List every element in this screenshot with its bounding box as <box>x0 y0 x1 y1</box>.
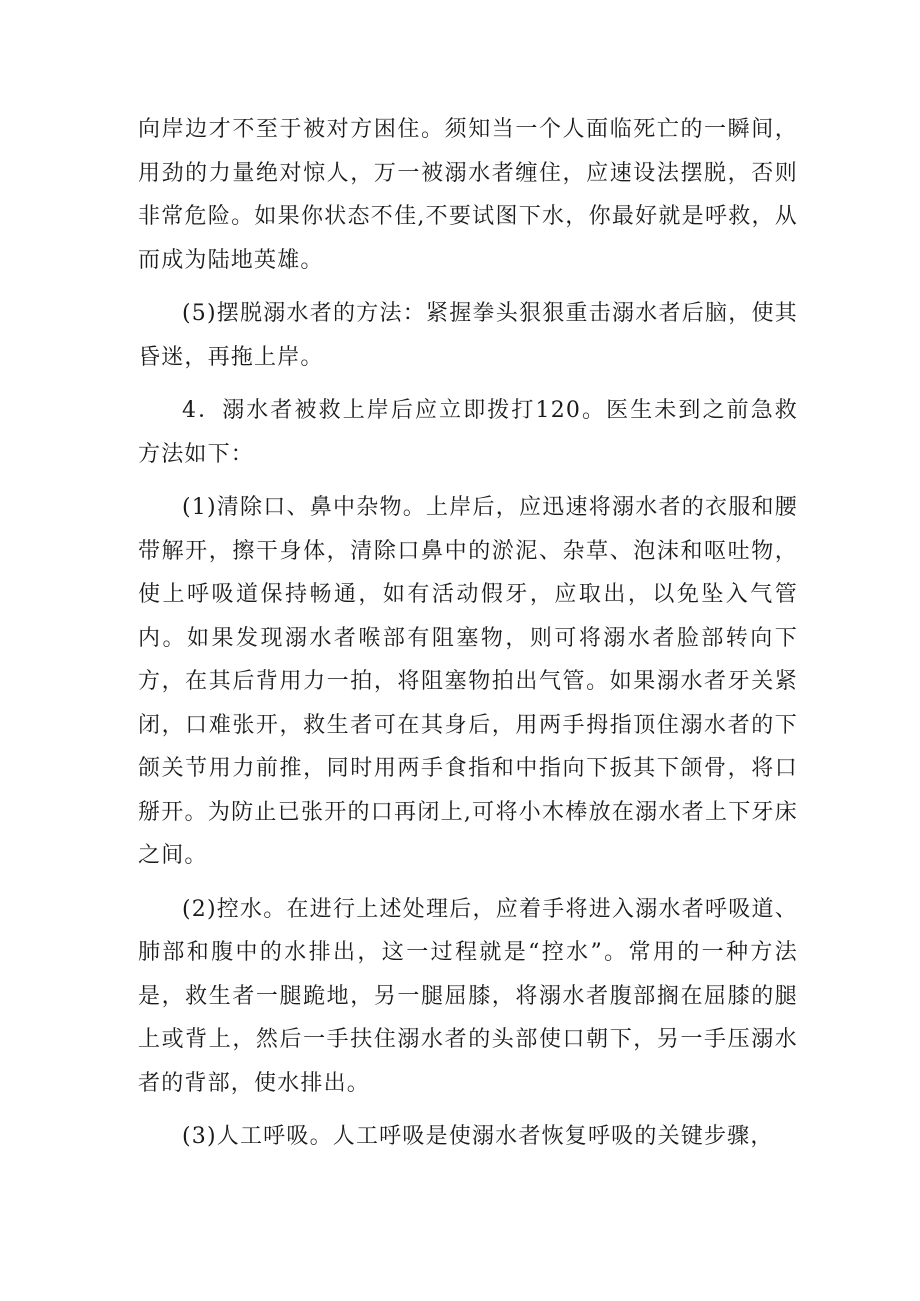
paragraph-escape-method: (5)摆脱溺水者的方法：紧握拳头狠狠重击溺水者后脑，使其昏迷，再拖上岸。 <box>138 301 798 370</box>
paragraph-clear-airway: (1)清除口、鼻中杂物。上岸后，应迅速将溺水者的衣服和腰带解开，擦干身体，清除口鼻中的淤泥、杂草、泡沫和呕吐物，使上呼吸道保持畅通，如有活动假牙，应取出，以免坠入气管内。如果发现溺水者喉部有阻塞物，则可将溺水者脸部转向下方，在其后背用力一拍，将阻塞物拍出气管。如果溺水者牙关紧闭，口难张开，救生者可在其身后，用两手拇指顶住溺水者的下颌关节用力前推，同时用两手食指和中指向下扳其下颌骨，将口掰开。为防止已张开的口再闭上,可将小木棒放在溺水者上下牙床之间。 <box>138 495 798 868</box>
paragraph-rescue-warning: 向岸边才不至于被对方困住。须知当一个人面临死亡的一瞬间，用劲的力量绝对惊人，万一被溺水者缠住，应速设法摆脱，否则非常危险。如果你状态不佳,不要试图下水，你最好就是呼救，从而成为陆地英雄。 <box>138 117 798 273</box>
paragraph-first-aid-intro: 4．溺水者被救上岸后应立即拨打120。医生未到之前急救方法如下： <box>138 398 798 467</box>
paragraph-drain-water: (2)控水。在进行上述处理后，应着手将进入溺水者呼吸道、肺部和腹中的水排出，这一过程就是“控水”。常用的一种方法是，救生者一腿跪地，另一腿屈膝，将溺水者腹部搁在屈膝的腿上或背上，然后一手扶住溺水者的头部使口朝下，另一手压溺水者的背部，使水排出。 <box>138 896 798 1096</box>
document-body <box>138 108 798 1169</box>
paragraph-artificial-respiration: (3)人工呼吸。人工呼吸是使溺水者恢复呼吸的关键步骤， <box>182 1124 774 1149</box>
